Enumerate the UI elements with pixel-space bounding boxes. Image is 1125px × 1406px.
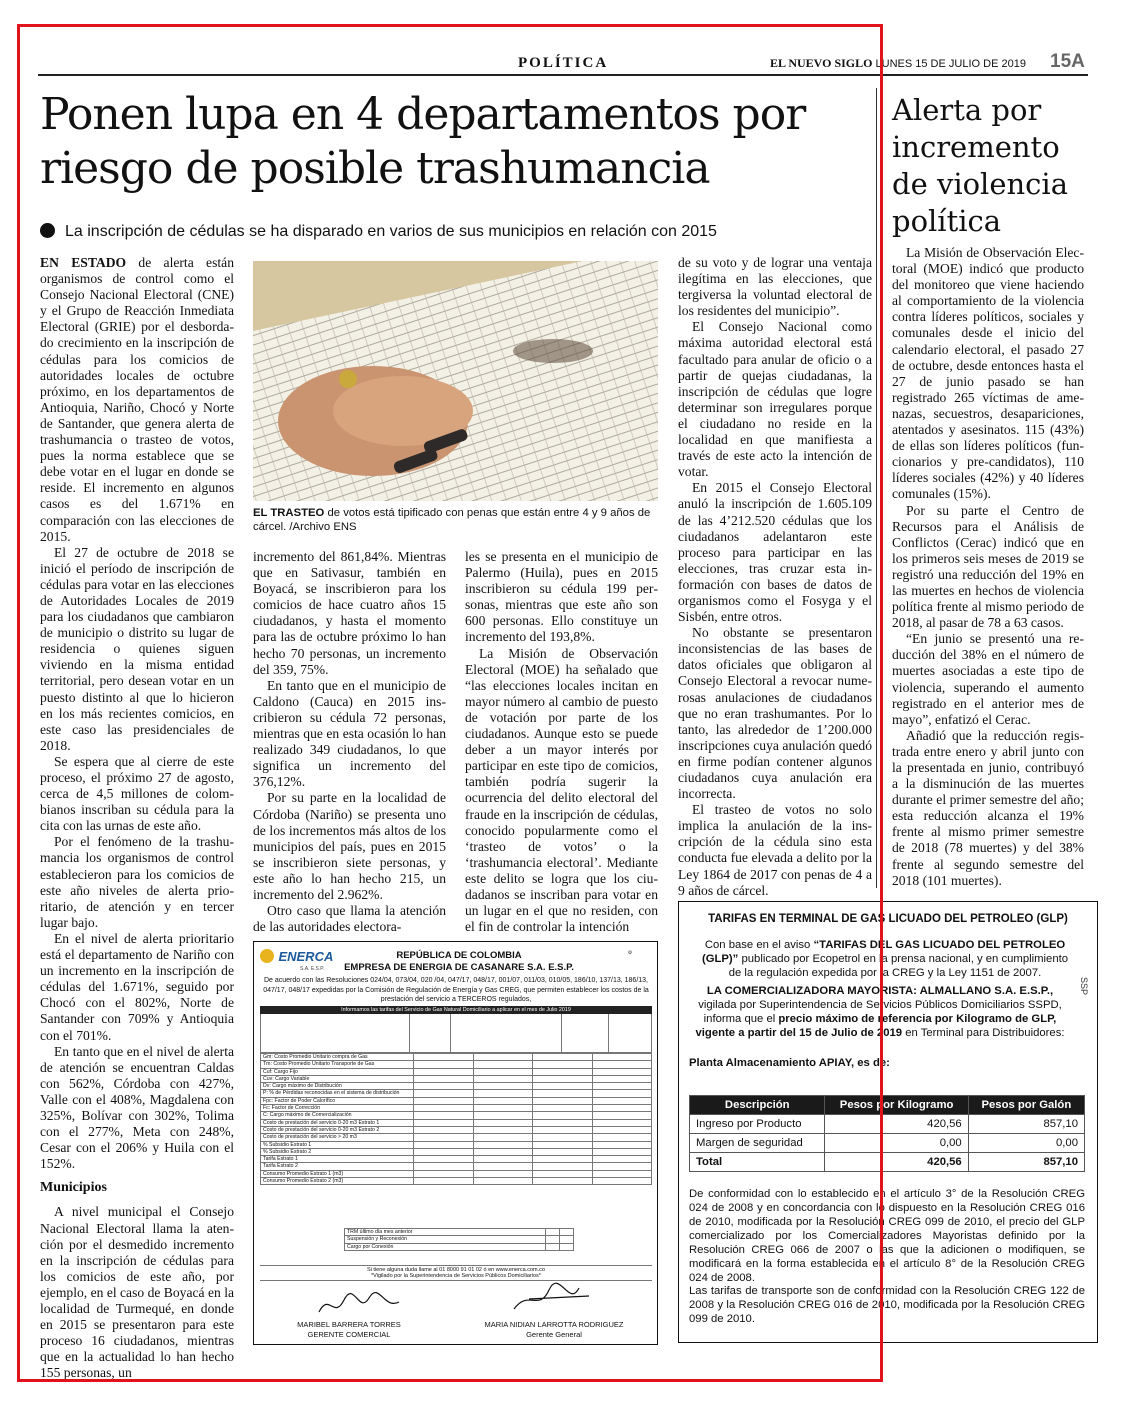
lead-paragraph bbox=[40, 255, 234, 545]
lead-in: EN ESTADO bbox=[40, 255, 127, 270]
signer-1 bbox=[274, 1320, 424, 1340]
paragraph: En 2015 el Consejo Electoral anuló la inscripción de 1.605.109 de las 4’212.520 cédulas que los ciudadanos adelantaron este proceso para participar en las elecciones, tras cruzar esta información con bases de datos de organismos como el Fosyga y el Sisbén, entre otros. bbox=[678, 480, 872, 625]
article-headline: Ponen lupa en 4 departamentos por riesgo de posible trashumancia bbox=[40, 89, 806, 194]
tariff-rows bbox=[260, 1053, 652, 1185]
glp-intro: Con base en el aviso “TARIFAS DEL GAS LICUADO DEL PETROLEO (GLP)” publicado por Ecopetrol en la prensa nacional, y en cumplimiento de la regulación expedida por la CREG y la Ley 1151 de 2007. bbox=[701, 939, 1069, 979]
paragraph: Se espera que al cierre de este proceso, el próximo 27 de agosto, cerca de 4,5 millones de colombianos inscriban su cédula para la cita con las urnas de este año. bbox=[40, 753, 234, 834]
paragraph: A nivel municipal el Consejo Nacional Electoral llama la atención por el desmedido incremento en la inscripción de cédulas para los comicios de este año, por ejemplo, en el caso de Boyacá en la localidad de Turmequé, en donde en 2015 se presentaron para este proceso 16 ciudadanos, mientras que en la actualidad lo han hecho 155 personas, un bbox=[40, 1204, 235, 1381]
tariff-row: Consumo Promedio Estrato 1 (m3) bbox=[261, 1170, 652, 1177]
tariff-row: C: Cargo máximo de Comercialización bbox=[261, 1112, 652, 1119]
logo-mark-icon bbox=[260, 949, 274, 963]
enerca-intro: De acuerdo con las Resoluciones 024/04, 073/04, 020 /04, 047/17, 048/17, 001/07, 011/03, 010/05, 186/10, 137/13, 186/13, 047/17, 048/17 expedidas por la Comisión de Regulación de Energía y Gas CREG, que permiten establecer los costos de la prestación del servicio a TERCEROS regulados, bbox=[263, 977, 649, 1003]
tariff-row: Consumo Promedio Estrato 2 (m3) bbox=[261, 1178, 652, 1185]
paragraph: Por su parte en la localidad de Córdoba (Nariño) se presenta uno de los incrementos más altos de los municipios del país, pues en 2015 se inscribieron siete personas, y este año lo han hecho 215, un incremento del 2.962%. bbox=[253, 790, 446, 902]
article-column-4 bbox=[678, 255, 872, 898]
tariff-row: % Subsidio Estrato 1 bbox=[261, 1141, 652, 1148]
section-label: POLÍTICA bbox=[518, 55, 609, 71]
tariff-row: Gm: Costo Promedio Unitario compra de Gas bbox=[261, 1054, 652, 1061]
paragraph: Otro caso que llama la atención de las autoridades electora- bbox=[253, 903, 446, 935]
tariff-row: Cuv: Cargo Variable bbox=[261, 1075, 652, 1082]
deck-text: La inscripción de cédulas se ha disparado en varios de sus municipios en relación con 2015 bbox=[65, 223, 717, 240]
paragraph: incremento del 861,84%. Mientras que en Sativasur, también en Boyacá, se inscribieron para los comicios de hace cuatro años 15 ciudadanos, y hasta el momento para las de octubre próximo lo han hecho 70 personas, un incremento del 359, 75%. bbox=[253, 549, 446, 677]
signer-2-role: Gerente General bbox=[526, 1330, 582, 1339]
caption-text: de votos está tipificado con penas que están entre 4 y 9 años de cárcel. /Archivo ENS bbox=[253, 507, 651, 533]
page-number: 15A bbox=[1050, 51, 1085, 72]
lead-text: de alerta están organismos de control como el Consejo Nacional Electoral (CNE) y el Grupo de Reacción Inmediata Electoral (GRIE) por el desbordado crecimiento en la inscripción de cédulas para los comicios de autoridades locales de octubre próximo, en los departamentos de Antioquia, Nariño, Chocó y Norte de Santander, que genera alerta de trashumancia o trasteo de votos, pues la norma establece que se debe votar en el lugar en donde se reside. El incremento en algunos casos es del 1.671% en comparación con las elecciones de 2015. bbox=[40, 255, 234, 544]
signer-2 bbox=[464, 1320, 644, 1340]
paragraph: El 27 de octubre de 2018 se inició el período de inscripción de cédulas para votar en las elecciones de Autoridades Locales de 2019 para los ciudadanos que cambiaron de municipio o distrito su lugar de residencia o quienes siguen viviendo en la misma entidad territorial, pero desean votar en un puesto distinto al que lo hicieron en los más recientes comicios, en este caso las presidenciales de 2018. bbox=[40, 544, 234, 753]
paragraph: No obstante se presentaron inconsistencias de las bases de datos oficiales que obligaron al Consejo Electoral a revocar numerosas anulaciones de ciudadanos que no eran trashumantes. Por lo tanto, las alrededor de 1’200.000 inscripciones cuya anulación quedó en firme podían contener algunos ciudadanos cuya anulación era incorrecta. bbox=[678, 625, 872, 802]
enerca-ad bbox=[253, 941, 658, 1345]
tariff-row: Dv: Cargo máximo de Distribución bbox=[261, 1083, 652, 1090]
enerca-title-1: REPÚBLICA DE COLOMBIA bbox=[396, 950, 522, 961]
signer-1-role: GERENTE COMERCIAL bbox=[307, 1330, 391, 1339]
article-deck bbox=[40, 223, 880, 241]
article-column-3 bbox=[465, 549, 658, 935]
enerca-tariff-table bbox=[260, 1006, 652, 1185]
logo-subtext: S.A. E.S.P. bbox=[300, 966, 325, 972]
paragraph: les se presenta en el municipio de Palermo (Huila), pues en 2015 inscribieron su cédula 199 personas, mientras que este año son 600 personas. Ello constituye un incremento del 193,8%. bbox=[465, 549, 658, 645]
article-column-2 bbox=[253, 549, 446, 935]
paragraph: En tanto que en el municipio de Caldono (Cauca) en 2015 inscribieron su cédula 72 personas, mientras que en esta ocasión lo han realizado 349 ciudadanos, lo que significa un incremento del 376,12%. bbox=[253, 677, 446, 790]
sidebar-headline: Alerta por incremento de violencia política bbox=[892, 93, 1068, 238]
bullet-icon bbox=[40, 223, 55, 238]
tariff-row: Tarifa Estrato 2 bbox=[261, 1163, 652, 1170]
sidebar-divider bbox=[876, 88, 877, 888]
concept-row: Cargo por Conexión bbox=[345, 1243, 574, 1250]
glp-legal-2: Las tarifas de transporte son de conformidad con la Resolución CREG 122 de 2008 y la Resolución CREG 016 de 2010, modificada por la Resolución CREG 099 de 2010. bbox=[689, 1285, 1085, 1325]
table-row: Margen de seguridad 0,00 0,00 bbox=[690, 1134, 1085, 1153]
subhead: Municipios bbox=[40, 1180, 107, 1196]
article-photo bbox=[253, 261, 658, 501]
signature-1-icon bbox=[314, 1290, 404, 1320]
paragraph: Por el fenómeno de la trashumancia los organismos de control establecieron para los comicios de este año niveles de alerta prioritario, de atención y en tercer lugar bajo. bbox=[40, 834, 234, 930]
signature-2-icon bbox=[509, 1284, 599, 1316]
tariff-row: Tm: Costo Promedio Unitario Transporte de Gas bbox=[261, 1061, 652, 1068]
concept-row: Suspensión y Reconexión bbox=[345, 1236, 574, 1243]
photo-caption bbox=[253, 506, 658, 534]
tariff-table-title: Informamos las tarifas del Servicio de Gas Natural Domiciliario a aplicar en el mes de Julio 2019 bbox=[260, 1006, 652, 1014]
paper-name: EL NUEVO SIGLO bbox=[770, 56, 873, 70]
table-row-total: Total 420,56 857,10 bbox=[690, 1153, 1085, 1172]
tariff-table-header bbox=[260, 1014, 652, 1053]
header-rule bbox=[38, 74, 1088, 76]
glp-title: TARIFAS EN TERMINAL DE GAS LICUADO DEL PETROLEO (GLP) bbox=[708, 913, 1068, 925]
tariff-row: Costo de prestación del servicio 0-20 m3 Estrato 1 bbox=[261, 1119, 652, 1126]
concept-table bbox=[344, 1228, 574, 1251]
paragraph: Por su parte el Centro de Recursos para el Análisis de Conflictos (Cerac) indicó que en los primeros seis meses de 2019 se registró una reducción del 19% en las muertes en hechos de violencia política frente al mismo periodo de 2018, al pasar de 78 a 63 casos. bbox=[892, 502, 1084, 631]
contact-line: Si tiene alguna duda llame al 01 8000 91 01 02 ó en www.enerca.com.co bbox=[367, 1267, 545, 1273]
paragraph: Añadió que la reducción registrada entre enero y abril junto con la presentada en junio, contribuyó a la disminución de las muertes durante el primer semestre del año; esta reducción alcanza el 19% frente al mismo primer semestre de 2018 (78 muertes) y del 38% frente al segundo semestre del 2018 (101 muertes). bbox=[892, 727, 1084, 888]
enerca-title-2: EMPRESA DE ENERGIA DE CASANARE S.A. E.S.P. bbox=[344, 962, 574, 973]
caption-lead: EL TRASTEO bbox=[253, 507, 325, 519]
ssp-badge-icon: SSP bbox=[1079, 977, 1089, 996]
logo-text: ENERCA bbox=[278, 949, 334, 964]
paragraph: En tanto que en el nivel de alerta de atención se encuentran Caldas con 562%, Córdoba con 427%, Valle con el 408%, Magdalena con 325%, Bolívar con 302%, Tolima con el 277%, Meta con 248%, Cesar con el 206% y Huila con el 152%. bbox=[40, 1043, 234, 1172]
enerca-contact bbox=[260, 1265, 652, 1281]
tariff-row: P: % de Pérdidas reconocidas en el sistema de distribución bbox=[261, 1090, 652, 1097]
glp-ad bbox=[678, 901, 1098, 1343]
sidebar-column bbox=[892, 245, 1084, 888]
paragraph: El Consejo Nacional como máxima autoridad electoral está facultado para anular de oficio o a partir de quejas ciudadanas, la inscripción de cédulas que logre determinar son irregulares porque el ciudadano no reside en la localidad en que manifiesta a través de este acto la intención de votar. bbox=[678, 319, 872, 480]
glp-notice: LA COMERCIALIZADORA MAYORISTA: ALMALLANO S.A. E.S.P., vigilada por Superintendencia de Servicios Públicos Domiciliarios SSPD, informa que el precio máximo de referencia por Kilogramo de GLP, vigente a partir del 15 de Julio de 2019 en Terminal para Distribuidores: bbox=[695, 985, 1065, 1039]
issue-date: LUNES 15 DE JULIO DE 2019 bbox=[875, 58, 1026, 70]
glp-plant: Planta Almacenamiento APIAY, es de: bbox=[689, 1057, 890, 1069]
tariff-row: Tarifa Estrato 1 bbox=[261, 1156, 652, 1163]
paragraph: La Misión de Observación Electoral (MOE) indicó que producto del monitoreo que viene haciendo al comportamiento de la violencia contra líderes políticos, sociales y comunales desde el inicio del calendario electoral, el pasado 27 de octubre, desde entonces hasta el 27 de junio pasado se han registrado 265 víctimas de amenazas, secuestros, desapariciones, atentados y asesinatos. 115 (43%) de ellas son líderes políticos (funcionarios y pre-candidatos), 110 líderes sociales (42%) y 40 líderes comunales (15%). bbox=[892, 245, 1084, 502]
tariff-row: Fpc: Factor de Poder Calorífico bbox=[261, 1097, 652, 1104]
paragraph: En el nivel de alerta prioritario está el departamento de Nariño con un incremento en la inscripción de cédulas del 1.671%, seguido por Chocó con el 802%, Norte de Santander con 709% y Antioquia con el 701%. bbox=[40, 930, 234, 1043]
ballot-photo-image bbox=[253, 261, 658, 501]
signer-2-name: MARIA NIDIAN LARROTTA RODRIGUEZ bbox=[484, 1320, 624, 1329]
paragraph: “En junio se presentó una reducción del 38% en el número de muertes asociadas a este tipo de violencia, superando el aumento registrado en el anterior mes de mayo”, enfatizó el Cerac. bbox=[892, 631, 1084, 727]
tariff-row: % Subsidio Estrato 2 bbox=[261, 1148, 652, 1155]
tariff-row: Costo de prestación del servicio > 20 m3 bbox=[261, 1134, 652, 1141]
tariff-row: Costo de prestación del servicio 0-20 m3 Estrato 2 bbox=[261, 1126, 652, 1133]
col-header: Descripción bbox=[690, 1096, 825, 1115]
glp-price-table bbox=[689, 1095, 1085, 1172]
vigilado-badge-icon: ⚙ bbox=[627, 950, 633, 956]
concept-row: TRM último día mes anterior bbox=[345, 1229, 574, 1236]
tariff-row: Fc: Factor de Corrección bbox=[261, 1105, 652, 1112]
tariff-row: Cuf: Cargo Fijo bbox=[261, 1068, 652, 1075]
glp-legal-1: De conformidad con lo establecido en el artículo 3° de la Resolución CREG 024 de 2008 y en concordancia con lo dispuesto en la Resolución CREG 016 de 2010, modificada por la Resolución CREG 099 de 2010, el precio del GLP comercializado por los Comercializadores Mayoristas definido por la Resolución CREG 066 de 2007 o las que la adicionen o modifiquen, se modificará en la forma establecida en el artículo 8° de la Resolución CREG 024 de 2008. bbox=[689, 1188, 1085, 1284]
vigilado-line: *Vigilado por la Superintendencia de Servicios Públicos Domiciliarios* bbox=[371, 1273, 541, 1279]
table-row: Ingreso por Producto 420,56 857,10 bbox=[690, 1115, 1085, 1134]
col-header: Pesos por Galón bbox=[968, 1096, 1084, 1115]
paragraph: La Misión de Observación Electoral (MOE) ha señalado que “las elecciones locales incitan en mayor número al cambio de puesto de votación por parte de los ciudadanos. Aunque esto se puede deber a un mayor interés por participar en este tipo de comicios, también podría sugerir la ocurrencia del delito electoral del fraude en la inscripción de cédulas, conocido popularmente como el ‘trasteo de votos’ o la ‘trashumancia electoral’. Mediante este delito se logra que los ciudadanos se inscriban para votar en un lugar en el que no residen, con el fin de controlar la intención bbox=[465, 645, 658, 935]
paragraph: de su voto y de lograr una ventaja ilegítima en las elecciones, que tergiversa la voluntad electoral de los residentes del municipio”. bbox=[678, 255, 872, 319]
col-header: Pesos por Kilogramo bbox=[825, 1096, 968, 1115]
article-column-1 bbox=[40, 255, 235, 1381]
signer-1-name: MARIBEL BARRERA TORRES bbox=[297, 1320, 401, 1329]
paragraph: El trasteo de votos no solo implica la anulación de la inscripción de la cédula sino esta conducta fue elevada a delito por la Ley 1864 de 2017 con penas de 4 a 9 años de cárcel. bbox=[678, 802, 872, 898]
enerca-title bbox=[324, 950, 594, 974]
masthead bbox=[770, 56, 1026, 71]
